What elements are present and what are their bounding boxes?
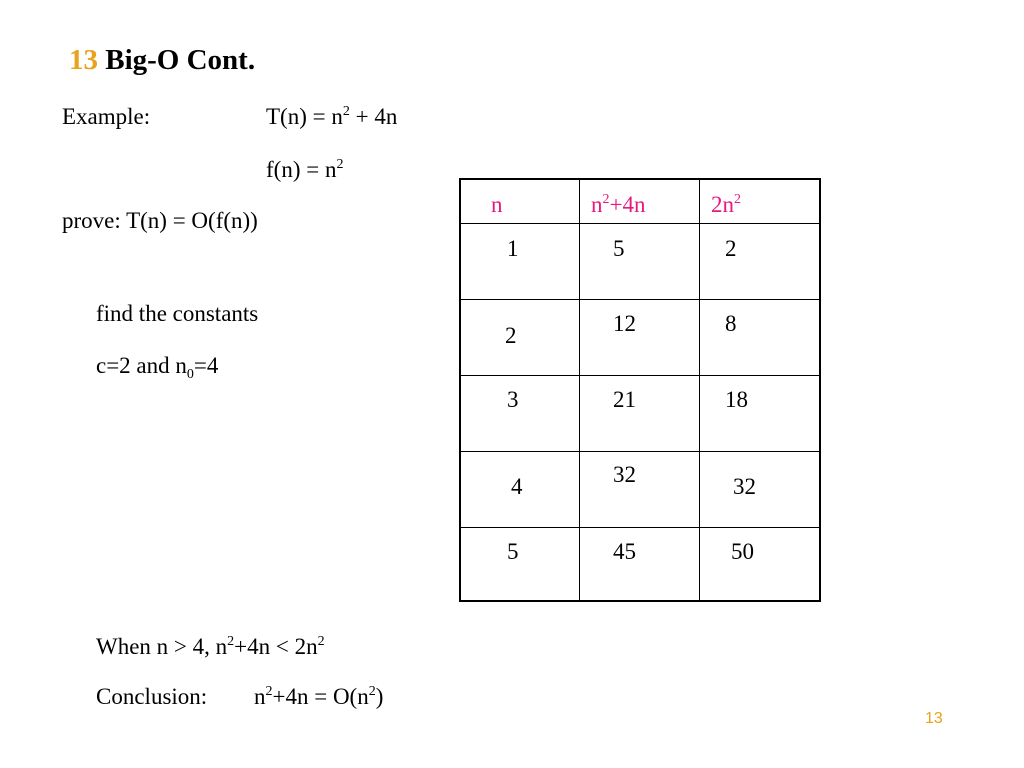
when-statement: When n > 4, $n^2+4n < 2n^2$ [96,634,325,659]
page-number: 13 [925,710,943,727]
slide-number: 13 [69,44,98,76]
table-cell: 18 [725,387,748,412]
example-label: Example: [62,104,151,129]
table-row-divider [461,451,819,452]
conclusion-formula: $n^2+4n = O(n^2)$ [254,684,384,709]
table-column-divider [699,180,700,600]
table-header-n: n [491,192,503,217]
table-cell: 45 [613,539,636,564]
table-cell: 2 [505,323,517,348]
table-row-divider [461,223,819,224]
prove-statement: prove: T(n) = O(f(n)) [62,208,258,233]
table-cell: 2 [725,236,737,261]
comparison-table [459,178,821,602]
find-constants-text: find the constants [96,301,259,326]
table-header-n2-plus-4n: $n^2+4n$ [591,192,646,217]
constants-values: c=2 and $n_0=4$ [96,353,219,382]
table-row-divider [461,527,819,528]
table-cell: 32 [733,474,756,499]
table-cell: 50 [731,539,754,564]
conclusion-label: Conclusion: [96,684,208,709]
f-of-n-formula: $f(n) = n^2$ [266,157,344,182]
table-cell: 3 [507,387,519,412]
slide-title [69,44,255,77]
table-cell: 32 [613,462,636,487]
table-cell: 1 [507,236,519,261]
table-row-divider [461,375,819,376]
table-cell: 8 [725,311,737,336]
table-cell: 21 [613,387,636,412]
table-cell: 4 [511,474,523,499]
table-column-divider [579,180,580,600]
t-of-n-formula: $T(n) = n^2 + 4n$ [266,104,398,129]
table-header-2n2: $2n^2$ [711,192,741,217]
table-cell: 12 [613,311,636,336]
table-cell: 5 [613,236,625,261]
table-row-divider [461,299,819,300]
table-cell: 5 [507,539,519,564]
slide-title-text: Big-O Cont. [105,44,256,76]
